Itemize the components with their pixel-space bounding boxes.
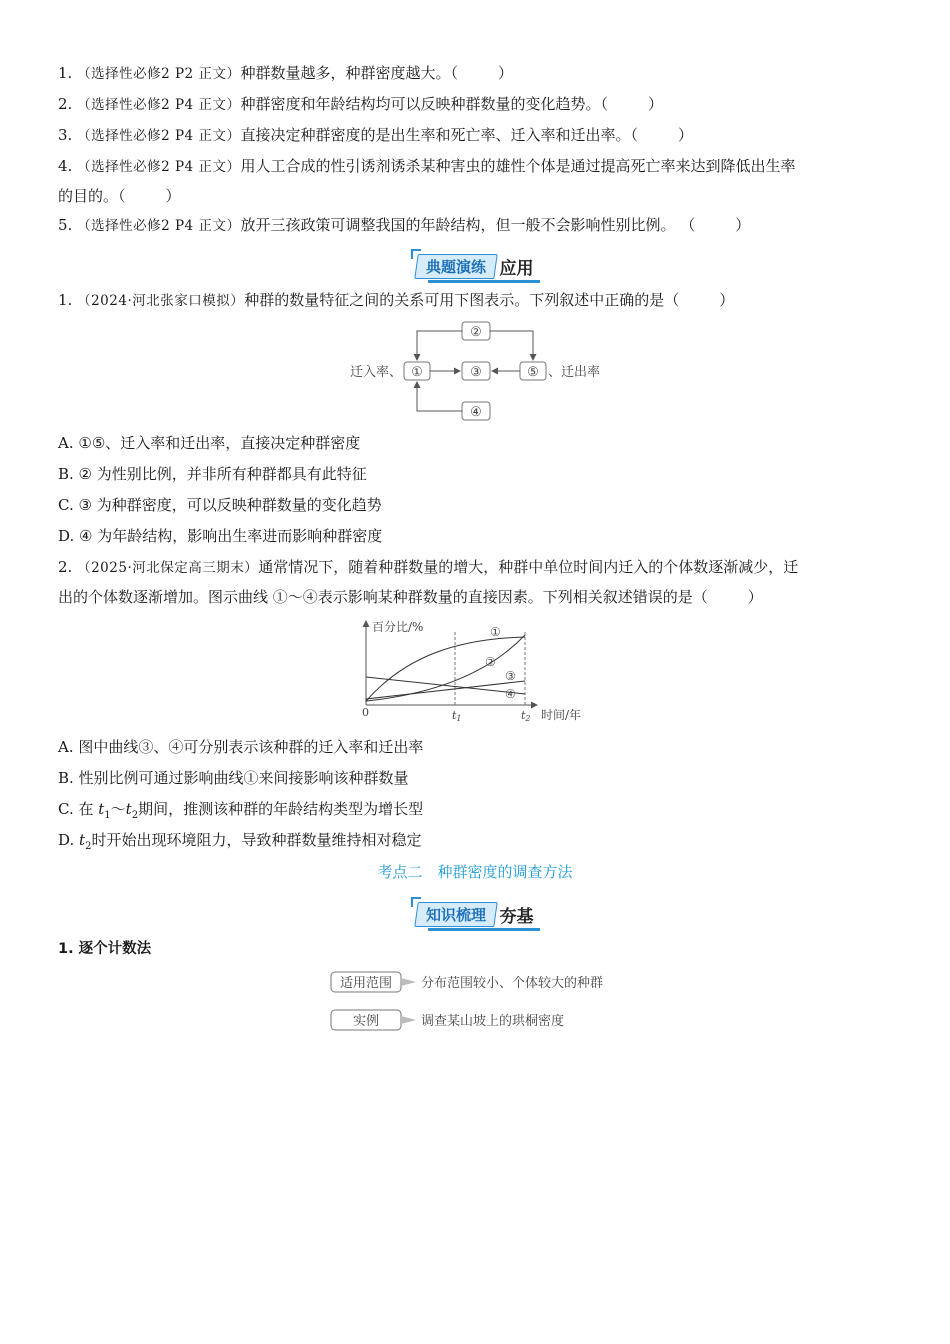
- item-number: 3.: [58, 126, 73, 144]
- key-example: 实例: [352, 1014, 380, 1029]
- statement-text: 用人工合成的性引诱剂诱杀某种害虫的雄性个体是通过提高死亡率来达到降低出生率: [240, 157, 796, 175]
- question-number: 2.: [58, 558, 73, 576]
- value-example: 调查某山坡上的珙桐密度: [421, 1014, 565, 1029]
- item-number: 5.: [58, 216, 73, 234]
- node-3-label: ③: [470, 365, 482, 380]
- source-tag: （选择性必修2 P4 正文）: [77, 128, 241, 144]
- x-axis-label: 时间/年: [541, 708, 582, 722]
- badge-tail: 夯基: [499, 907, 534, 927]
- statement-text: 放开三孩政策可调整我国的年龄结构，但一般不会影响性别比例。 （: [240, 216, 696, 234]
- review-item-4: [58, 156, 890, 177]
- badge-label: 典题演练: [426, 258, 487, 276]
- source-tag: （选择性必修2 P4 正文）: [77, 218, 241, 234]
- method-1-tree: [328, 968, 628, 1034]
- answer-paren-close: ）: [165, 187, 181, 205]
- statement-text: 种群数量越多，种群密度越大。（: [240, 64, 458, 82]
- answer-paren-close: ）: [747, 588, 763, 606]
- answer-paren-close: ）: [647, 95, 663, 113]
- q2-option-b: B. 性别比例可通过影响曲线①来间接影响该种群数量: [58, 769, 409, 787]
- node-4-label: ④: [470, 405, 482, 420]
- source-tag: （选择性必修2 P2 正文）: [77, 66, 241, 82]
- arrow-2-to-1: [417, 331, 462, 360]
- left-label: 迁入率、: [349, 365, 402, 380]
- statement-text: 种群密度和年龄结构均可以反映种群数量的变化趋势。（: [240, 95, 608, 113]
- answer-paren-close: ）: [497, 64, 513, 82]
- method-1-heading: 1. 逐个计数法: [58, 941, 152, 957]
- curve-3: [366, 677, 525, 694]
- question-text: 种群的数量特征之间的关系可用下图表示。下列叙述中正确的是（: [244, 291, 680, 309]
- question-number: 1.: [58, 291, 73, 309]
- key-scope: 适用范围: [339, 976, 393, 991]
- source-tag: （2024·河北张家口模拟）: [77, 293, 245, 309]
- question-1-stem: [58, 290, 890, 311]
- connector-1: [401, 978, 416, 986]
- q1-option-d: D. ④ 为年龄结构，影响出生率进而影响种群密度: [58, 527, 383, 545]
- node-2-label: ②: [470, 325, 482, 340]
- review-item-2: [58, 94, 890, 115]
- question-2-stem: [58, 557, 890, 578]
- t1-tick-label: t1: [452, 709, 462, 723]
- arrow-2-to-5: [490, 331, 533, 360]
- answer-paren-close: ）: [677, 126, 693, 144]
- origin-label: 0: [362, 706, 369, 719]
- review-item-5: [58, 215, 890, 236]
- question-2-stem-cont: [58, 587, 890, 607]
- right-label: 、迁出率: [548, 365, 601, 380]
- curve-4-label: ④: [505, 687, 516, 701]
- statement-text-cont: 的目的。（: [58, 187, 126, 205]
- answer-paren-close: ）: [735, 216, 751, 234]
- value-scope: 分布范围较小、个体较大的种群: [421, 976, 604, 991]
- q1-option-b: B. ② 为性别比例，并非所有种群都具有此特征: [58, 465, 367, 483]
- badge-tail: 应用: [499, 259, 534, 279]
- curve-1-label: ①: [490, 625, 501, 639]
- connector-2: [401, 1016, 416, 1024]
- source-tag: （选择性必修2 P4 正文）: [77, 97, 241, 113]
- node-1-label: ①: [411, 365, 423, 380]
- q1-option-a: A. ①⑤、迁入率和迁出率，直接决定种群密度: [58, 434, 361, 452]
- q2-option-a: A. 图中曲线③、④可分别表示该种群的迁入率和迁出率: [58, 738, 424, 756]
- y-axis-label: 百分比/%: [372, 620, 424, 634]
- population-rate-chart: [355, 617, 600, 730]
- question-text-cont: 出的个体数逐渐增加。图示曲线 ①～④表示影响某种群数量的直接因素。下列相关叙述错误的是（: [58, 588, 708, 606]
- source-tag: （选择性必修2 P4 正文）: [77, 159, 241, 175]
- item-number: 4.: [58, 157, 73, 175]
- section-badge-practice: [0, 254, 950, 279]
- curve-2-label: ②: [485, 655, 496, 669]
- review-item-3: [58, 125, 890, 146]
- badge-label: 知识梳理: [426, 906, 487, 924]
- arrow-4-to-1: [417, 382, 462, 411]
- section-badge-knowledge: [0, 902, 950, 927]
- statement-text: 直接决定种群密度的是出生率和死亡率、迁入率和迁出率。（: [240, 126, 638, 144]
- review-item-1: [58, 63, 890, 84]
- curve-3-label: ③: [505, 669, 516, 683]
- t2-tick-label: t2: [521, 709, 531, 723]
- q2-option-c: C. 在 $t_1\sim t_2$期间，推测该种群的年龄结构类型为增长型: [58, 800, 424, 821]
- q2-option-d: D. $t_2$时开始出现环境阻力，导致种群数量维持相对稳定: [58, 831, 422, 852]
- source-tag: （2025·河北保定高三期末）: [77, 560, 259, 576]
- item-number: 2.: [58, 95, 73, 113]
- question-text: 通常情况下，随着种群数量的增大，种群中单位时间内迁入的个体数逐渐减少，迁: [258, 558, 799, 576]
- section-2-title: 考点二 种群密度的调查方法: [377, 863, 573, 881]
- item-number: 1.: [58, 64, 73, 82]
- answer-paren-close: ）: [719, 291, 735, 309]
- review-item-4-cont: [58, 186, 890, 206]
- node-5-label: ⑤: [527, 365, 539, 380]
- q1-option-c: C. ③ 为种群密度，可以反映种群数量的变化趋势: [58, 496, 382, 514]
- population-feature-diagram: [340, 318, 610, 424]
